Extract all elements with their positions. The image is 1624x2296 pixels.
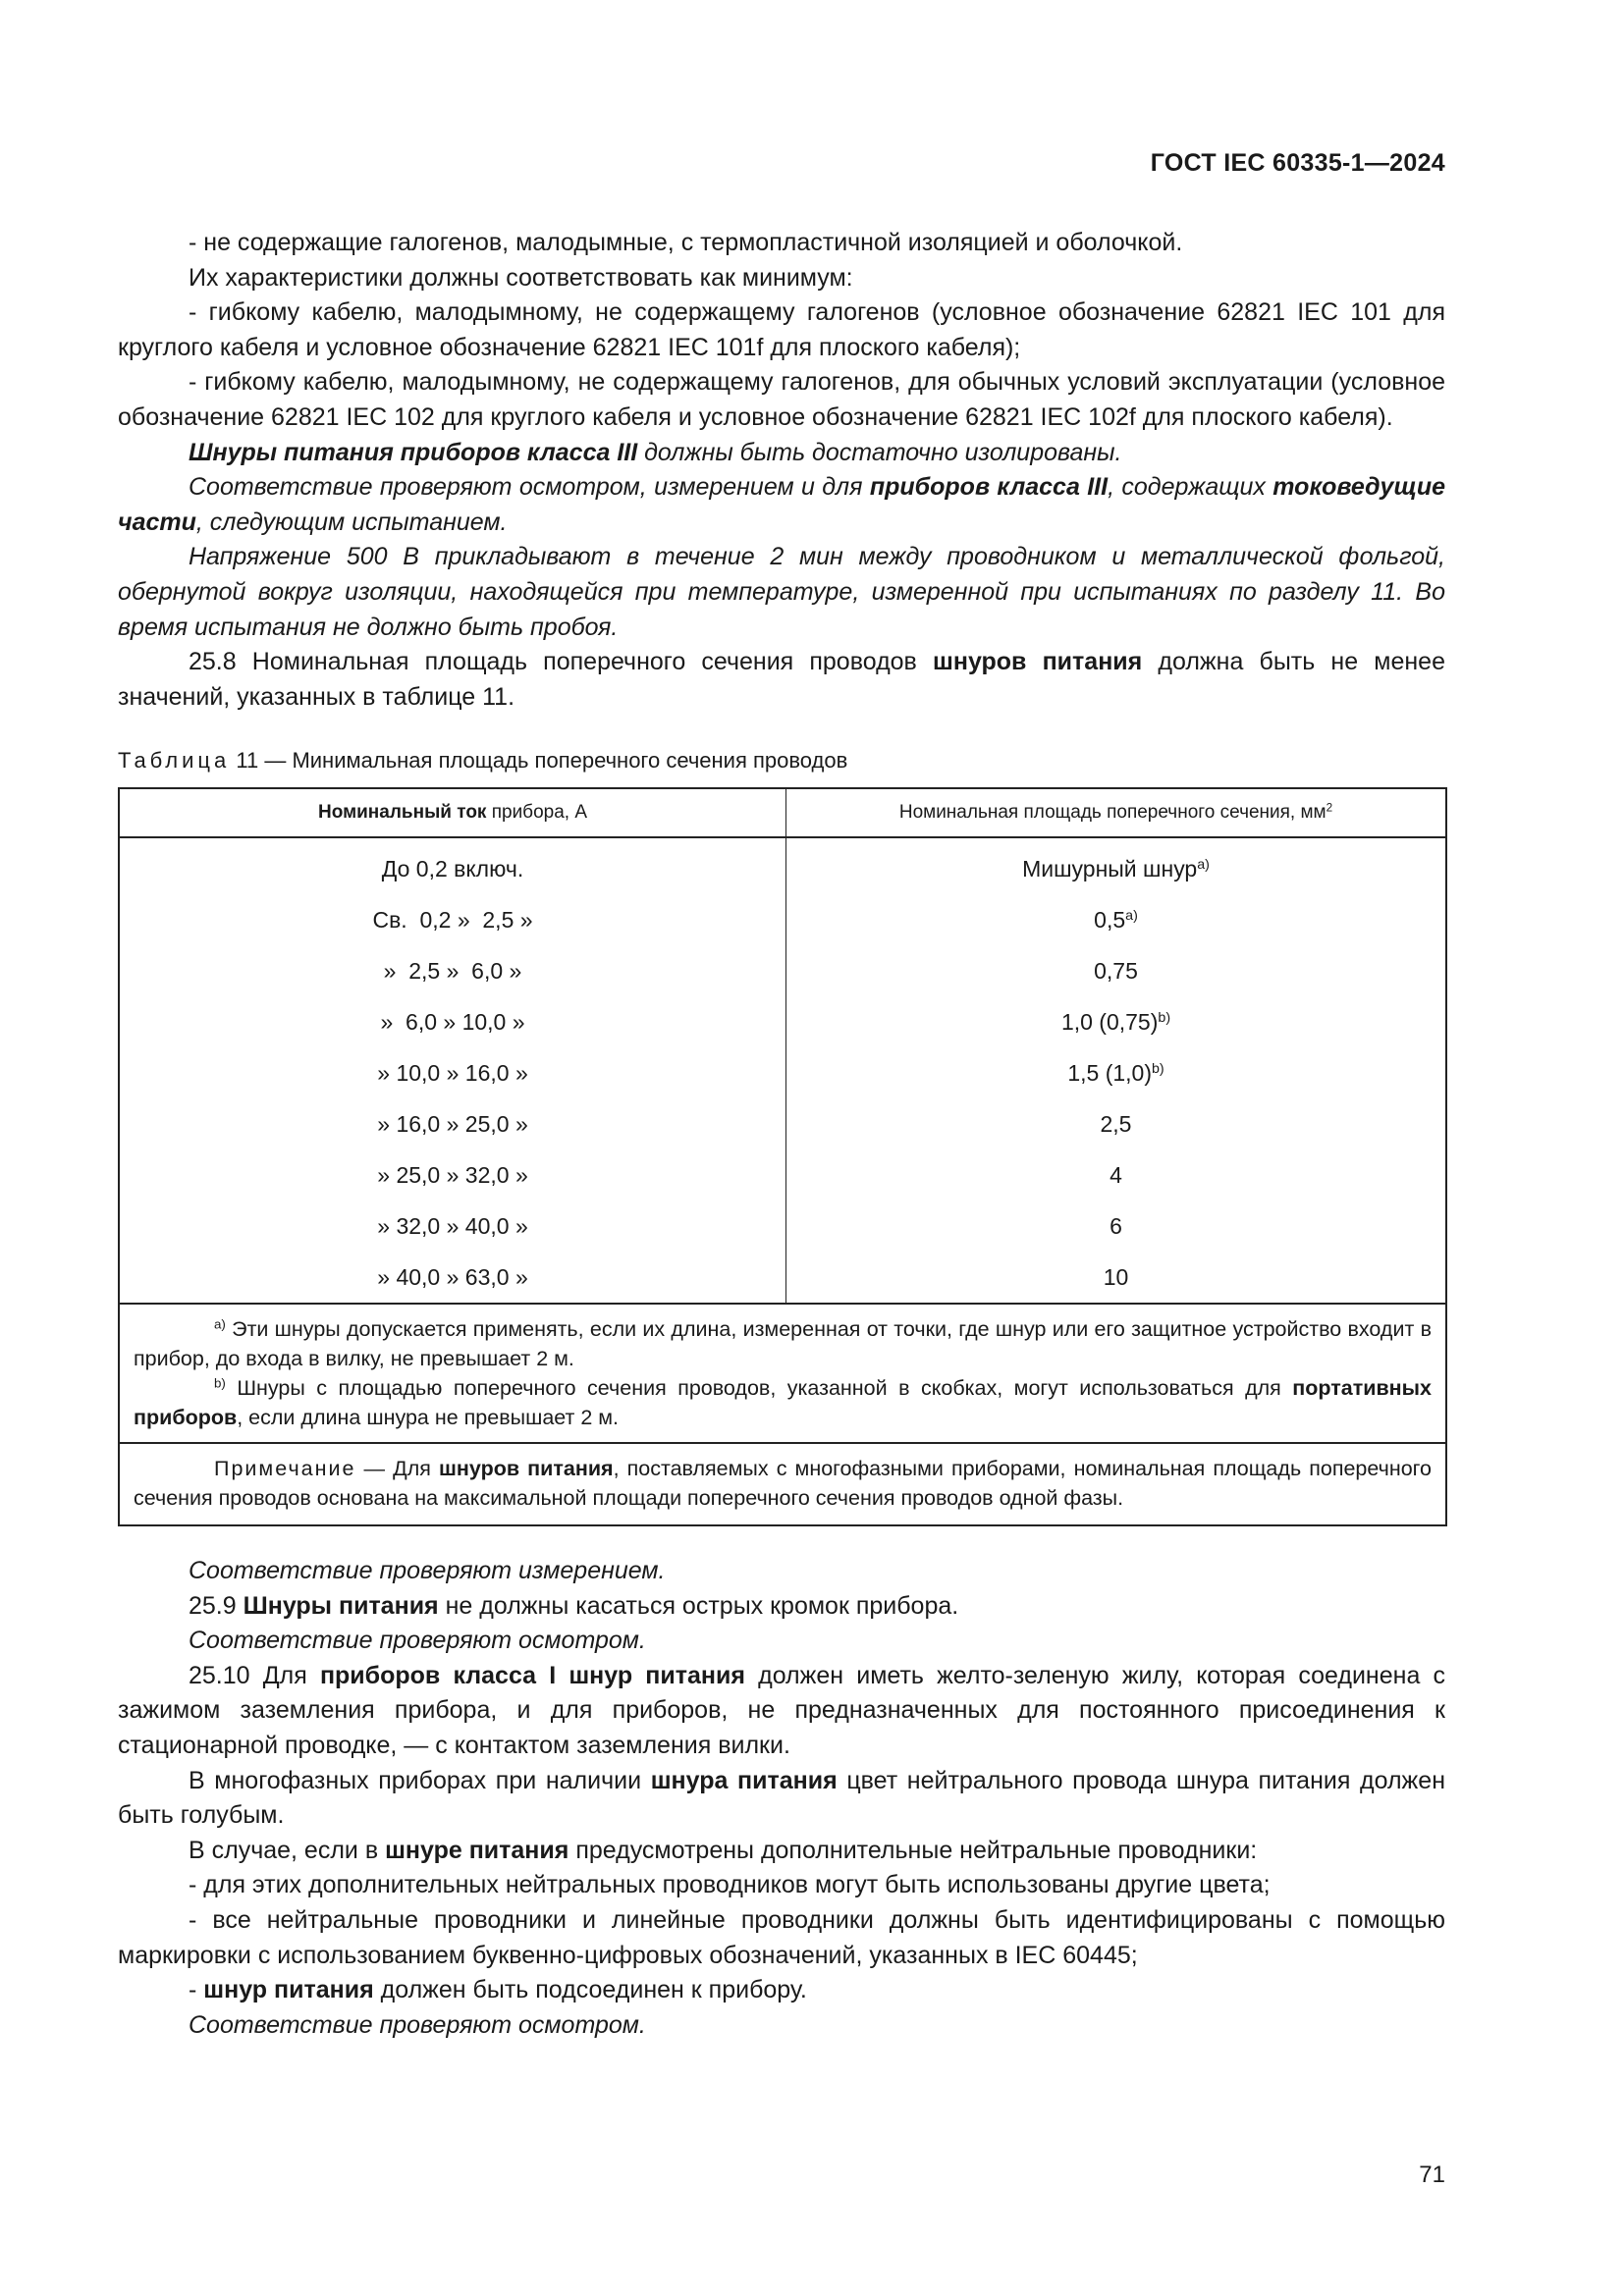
area-cell: 1,5 $(1,0)^{b)}$ <box>786 1047 1447 1098</box>
list-item: - все нейтральные проводники и линейные проводники должны быть идентифицированы с помощью маркировки с использованием буквенно-цифровых обозначений, указанных в IEC 60445; <box>118 1905 1445 1969</box>
area-cell: 10 <box>786 1252 1447 1304</box>
area-cell: 0,75 <box>786 945 1447 996</box>
current-cell: » 16,0 » 25,0 » <box>119 1098 786 1149</box>
paragraph: 25.8 Номинальная площадь поперечного сечения проводов шнуров питания должна быть не менее значений, указанных в таблице 11. <box>118 648 1445 711</box>
paragraph: В случае, если в шнуре питания предусмотрены дополнительные нейтральные проводники: <box>189 1836 1258 1864</box>
current-cell: До 0,2 включ. <box>119 837 786 894</box>
column-header-area: Номинальная площадь поперечного сечения, $мм^2$ <box>786 788 1447 837</box>
table-note: Примечание — Для шнуров питания, поставляемых с многофазными приборами, номинальная площадь поперечного сечения проводов основана на максимальной площади поперечного сечения проводов одной фазы. <box>119 1443 1446 1525</box>
note-row <box>119 1443 1446 1525</box>
list-item: - шнур питания должен быть подсоединен к прибору. <box>189 1976 807 2004</box>
area-cell: 4 <box>786 1149 1447 1201</box>
after-table-text <box>118 1554 1445 2043</box>
bold-term: приборов класса III <box>869 473 1109 502</box>
table-row <box>119 1201 1446 1252</box>
current-cell: » 32,0 » 40,0 » <box>119 1201 786 1252</box>
bold-term: шнуров питания <box>933 648 1143 676</box>
paragraph: - гибкому кабелю, малодымному, не содержащему галогенов, для обычных условий эксплуатации (условное обозначение 62821 IEC 102 для круглого кабеля и условное обозначение 62821 IEC 102f для плоского кабеля). <box>118 368 1445 431</box>
paragraph: - не содержащие галогенов, малодымные, с термопластичной изоляцией и оболочкой. <box>189 229 1183 256</box>
footnote-a: $^{a)}$ Эти шнуры допускается применять, если их длина, измеренная от точки, где шнур или его защитное устройство входит в прибор, до входа в вилку, не превышает 2 м. <box>134 1316 1432 1370</box>
list-item: - для этих дополнительных нейтральных проводников могут быть использованы другие цвета; <box>189 1871 1271 1899</box>
paragraph: Соответствие проверяют осмотром. <box>189 1627 646 1655</box>
area-cell: 2,5 <box>786 1098 1447 1149</box>
table-caption: Таблица 11 — Минимальная площадь поперечного сечения проводов <box>118 748 848 773</box>
page-number: 71 <box>1419 2162 1445 2188</box>
paragraph: Шнуры питания приборов класса III должны быть достаточно изолированы. <box>189 438 1122 466</box>
table-row <box>119 1098 1446 1149</box>
intro-text <box>118 226 1445 715</box>
paragraph: Соответствие проверяют осмотром. <box>189 2010 646 2039</box>
standard-header: ГОСТ IEC 60335-1—2024 <box>1150 149 1445 177</box>
current-cell: » 40,0 » 63,0 » <box>119 1252 786 1304</box>
table-header-row <box>119 788 1446 837</box>
table-row <box>119 1149 1446 1201</box>
table-row <box>119 894 1446 945</box>
current-cell: Св. 0,2 » 2,5 » <box>119 894 786 945</box>
paragraph: Соответствие проверяют осмотром, измерением и для приборов класса III, содержащих токоведущие части, следующим испытанием. <box>118 473 1445 536</box>
current-cell: » 2,5 » 6,0 » <box>119 945 786 996</box>
footnote-b: $^{b)}$ Шнуры с площадью поперечного сечения проводов, указанной в скобках, могут использоваться для портативных приборов, если длина шнура не превышает 2 м. <box>134 1375 1432 1429</box>
table-row <box>119 837 1446 894</box>
current-cell: » 25,0 » 32,0 » <box>119 1149 786 1201</box>
paragraph: Соответствие проверяют измерением. <box>189 1557 666 1584</box>
table-row <box>119 1252 1446 1304</box>
bold-term: токоведущие части <box>118 473 1445 536</box>
area-cell: 0,5$^{a)}$ <box>786 894 1447 945</box>
column-header-current: Номинальный ток прибора, А <box>119 788 786 837</box>
area-cell: 6 <box>786 1201 1447 1252</box>
paragraph: Их характеристики должны соответствовать как минимум: <box>189 263 853 292</box>
current-cell: » 10,0 » 16,0 » <box>119 1047 786 1098</box>
paragraph: - гибкому кабелю, малодымному, не содержащему галогенов (условное обозначение 62821 IEC 101 для круглого кабеля и условное обозначение 62821 IEC 101f для плоского кабеля); <box>118 298 1445 361</box>
cross-section-table <box>118 787 1447 1526</box>
current-cell: » 6,0 » 10,0 » <box>119 996 786 1047</box>
paragraph: 25.9 Шнуры питания не должны касаться острых кромок прибора. <box>189 1591 959 1620</box>
table-row <box>119 1047 1446 1098</box>
paragraph: 25.10 Для приборов класса I шнур питания должен иметь желто-зеленую жилу, которая соединена с зажимом заземления прибора, и для приборов, не предназначенных для постоянного присоединения к стационарной проводке, — с контактом заземления вилки. <box>118 1661 1446 1759</box>
area-cell: Мишурный шнур$^{a)}$ <box>786 837 1447 894</box>
table-row <box>119 996 1446 1047</box>
area-cell: 1,0 $(0,75)^{b)}$ <box>786 996 1447 1047</box>
footnotes <box>119 1304 1446 1443</box>
paragraph: Напряжение 500 В прикладывают в течение 2 мин между проводником и металлической фольгой, обернутой вокруг изоляции, находящейся при температуре, измеренной при испытаниях по разделу 11. Во время испытания не должно быть пробоя. <box>118 543 1445 641</box>
table-row <box>119 945 1446 996</box>
paragraph: В многофазных приборах при наличии шнура питания цвет нейтрального провода шнура питания должен быть голубым. <box>118 1766 1445 1830</box>
bold-term: Шнуры питания приборов класса III <box>189 438 638 466</box>
footnotes-row <box>119 1304 1446 1443</box>
